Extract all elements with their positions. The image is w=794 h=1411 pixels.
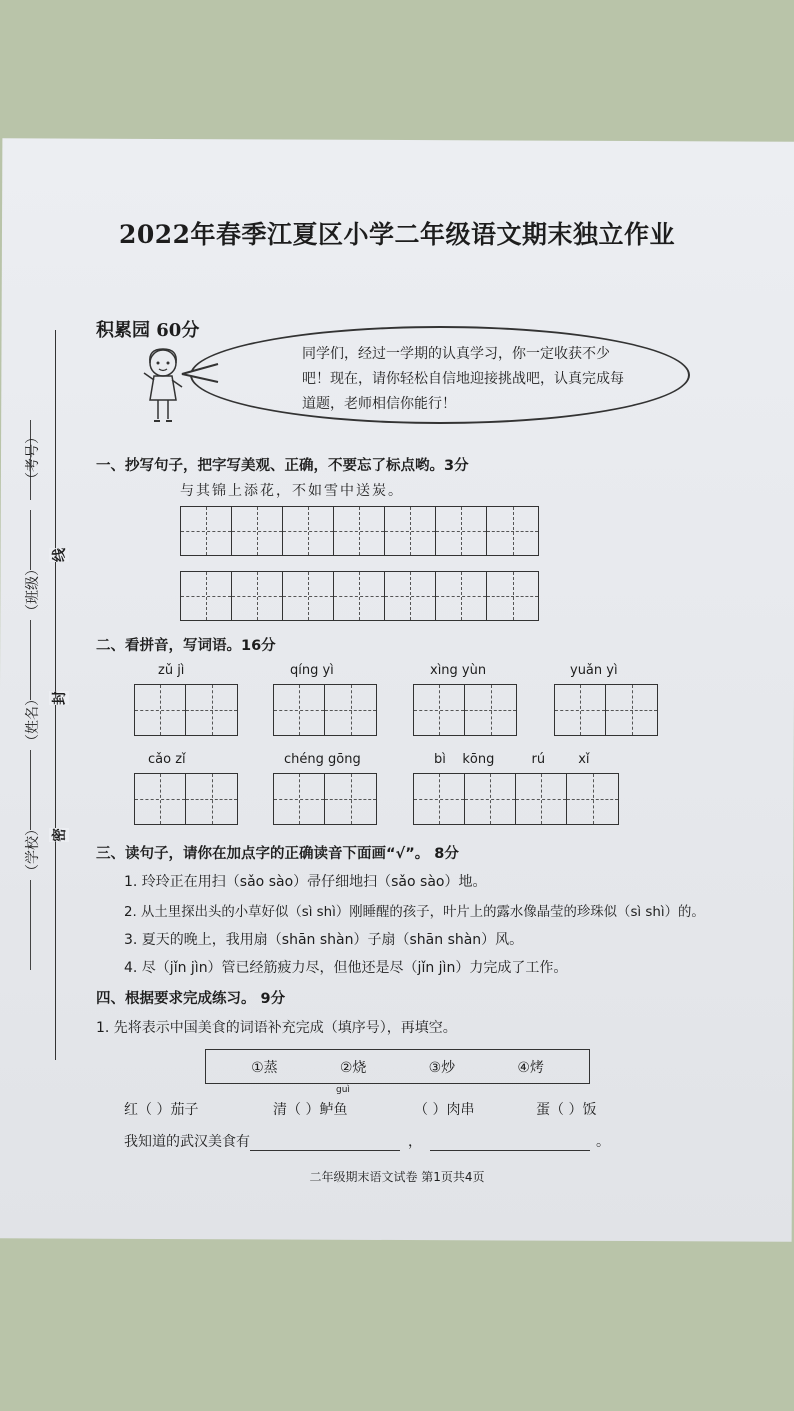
answer-blank-2[interactable] (430, 1134, 590, 1151)
word-grid-chenggong[interactable] (273, 773, 377, 825)
q1-writing-grid-row-2[interactable] (180, 571, 539, 621)
word-grid-bikongruxi[interactable] (413, 773, 619, 825)
name-label: （姓名） (25, 692, 41, 748)
page-footer: 二年级期末语文试卷 第1页共4页 (309, 1170, 485, 1184)
word-grid-yuanyi[interactable] (554, 684, 658, 736)
binding-mi-label: 密 (49, 828, 69, 842)
word-grid-caozi[interactable] (134, 773, 238, 825)
pinyin-label: cǎo zǐ (148, 752, 186, 767)
option-steam: ①蒸 (251, 1059, 278, 1076)
q3-sentence-1: 1. 玲玲正在用扫（sǎo sào）帚仔细地扫（sǎo sào）地。 (124, 874, 487, 890)
q1-writing-grid-row-1[interactable] (180, 506, 539, 556)
margin-line (30, 510, 31, 570)
fill-prefix: 我知道的武汉美食有 (124, 1134, 250, 1150)
margin-line (30, 880, 31, 970)
q2-title: 二、看拼音，写词语。16分 (96, 638, 276, 654)
pinyin-label: chéng gōng (284, 752, 361, 767)
class-label: （班级） (25, 562, 41, 618)
option-stir-fry: ③炒 (428, 1059, 456, 1076)
margin-line (30, 620, 31, 700)
dish-dan-fan[interactable]: 蛋（ ）饭 (536, 1102, 597, 1118)
fill-comma: ， (408, 1134, 422, 1150)
q3-sentence-3: 3. 夏天的晚上，我用扇（shān shàn）子扇（shān shàn）风。 (124, 932, 524, 948)
q1-sentence: 与其锦上添花，不如雪中送炭。 (180, 483, 404, 499)
dish-rouchuan[interactable]: （ ）肉串 (414, 1102, 475, 1118)
q1-title: 一、抄写句子，把字写美观、正确，不要忘了标点哟。3分 (96, 458, 469, 474)
gui-pinyin-annotation: guì (336, 1085, 350, 1095)
dish-hong-qiezi[interactable]: 红（ ）茄子 (124, 1102, 199, 1118)
speech-bubble-tail (180, 360, 220, 390)
dish-qing-luyu[interactable]: 清（ ）鲈鱼 (273, 1102, 348, 1118)
word-grid-qingyi[interactable] (273, 684, 377, 736)
answer-blank-1[interactable] (250, 1134, 400, 1151)
school-label: （学校） (25, 822, 41, 878)
fill-period: 。 (596, 1134, 610, 1150)
pinyin-label: xìng yùn (430, 663, 487, 678)
option-braise: ②烧 (339, 1059, 367, 1076)
pinyin-label: zǔ jì (158, 663, 185, 678)
option-roast: ④烤 (517, 1059, 544, 1076)
pinyin-label: yuǎn yì (570, 663, 618, 678)
binding-feng-label: 封 (49, 691, 69, 705)
word-grid-xingyun[interactable] (413, 684, 517, 736)
q4-instruction: 1. 先将表示中国美食的词语补充完成（填序号），再填空。 (96, 1020, 457, 1036)
q3-sentence-2: 2. 从土里探出头的小草好似（sì shì）刚睡醒的孩子，叶片上的露水像晶莹的珍珠似（sì shì）的。 (124, 905, 705, 920)
q3-title: 三、读句子，请你在加点字的正确读音下面画“√”。 8分 (96, 846, 459, 862)
section-title: 积累园 60分 (96, 320, 200, 341)
binding-xian-label: 线 (49, 548, 69, 562)
exam-number-label: （考号） (25, 430, 41, 486)
cooking-methods-box (205, 1049, 590, 1084)
wuhan-food-fill-line (124, 1131, 610, 1151)
bubble-message: 同学们，经过一学期的认真学习，你一定收获不少吧！现在，请你轻松自信地迎接挑战吧，认真完成每道题，老师相信你能行！ (302, 346, 624, 412)
q3-sentence-4: 4. 尽（jǐn jìn）管已经筋疲力尽，但他还是尽（jǐn jìn）力完成了工作。 (124, 960, 568, 976)
page-title: 2022年春季江夏区小学二年级语文期末独立作业 (118, 220, 676, 249)
pinyin-label: bì kōng rú xǐ (434, 752, 590, 767)
margin-line (30, 750, 31, 830)
word-grid-zuji[interactable] (134, 684, 238, 736)
q4-title: 四、根据要求完成练习。 9分 (96, 991, 286, 1007)
pinyin-label: qíng yì (290, 663, 334, 678)
